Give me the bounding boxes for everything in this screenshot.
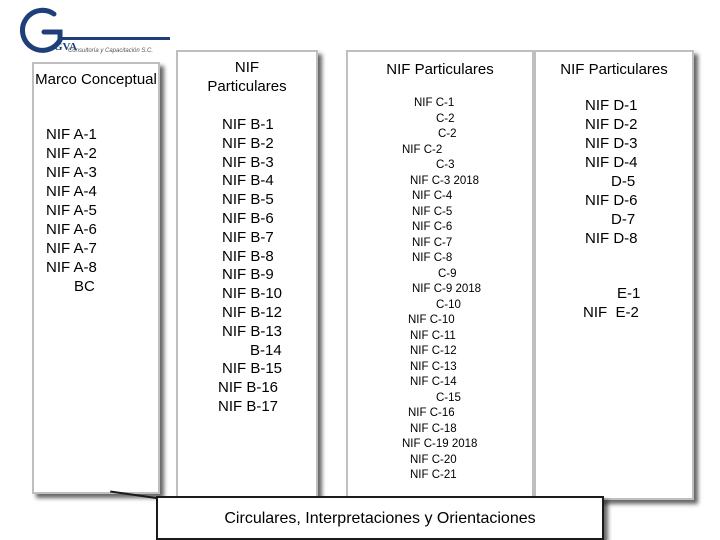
list-item: NIF A-4 <box>46 183 97 200</box>
list-item: NIF B-3 <box>222 153 274 171</box>
list-item: NIF D-6 <box>585 192 638 209</box>
list-item: NIF B-1 <box>222 116 274 133</box>
list-item: NIF C-4 <box>412 190 453 202</box>
list-item: NIF D-1 <box>585 97 638 114</box>
list-item: NIF C-20 <box>410 453 457 466</box>
list-item: NIF C-19 2018 <box>402 438 478 450</box>
nif-a-list <box>46 125 97 296</box>
column-heading-nif-d: NIF Particulares <box>560 61 668 78</box>
list-item: C-9 <box>438 267 457 280</box>
list-item: NIF B-5 <box>222 191 274 209</box>
list-item: NIF B-16 <box>218 379 279 397</box>
list-item: NIF B-7 <box>222 228 274 246</box>
list-item: NIF C-12 <box>410 345 457 357</box>
column-heading-marco-conceptual: Marco Conceptual <box>35 71 157 88</box>
list-item: NIF C-21 <box>410 469 457 481</box>
list-item: NIF C-10 <box>408 314 455 326</box>
list-item: NIF B-4 <box>222 172 274 190</box>
list-item: NIF C-18 <box>410 422 457 435</box>
nif-c-list <box>402 96 481 484</box>
list-item: B-14 <box>250 341 282 359</box>
list-item: NIF C-13 <box>410 360 457 373</box>
list-item: C-2 <box>438 128 457 140</box>
list-item: NIF D-4 <box>585 154 638 171</box>
list-item: NIF D-3 <box>585 135 638 152</box>
nif-d-list <box>583 96 640 322</box>
list-item: NIF D-2 <box>585 116 638 133</box>
list-item: NIF B-12 <box>222 303 283 321</box>
list-item: D-7 <box>611 211 636 228</box>
logo-caption: Consultoría y Capacitación S.C. <box>68 48 154 54</box>
list-item: NIF B-10 <box>222 285 283 303</box>
list-item: C-2 <box>436 112 455 125</box>
list-spacer <box>583 248 640 284</box>
list-item: NIF C-6 <box>412 221 453 233</box>
list-item: NIF C-5 <box>412 205 453 218</box>
list-item: NIF A-1 <box>46 126 97 143</box>
list-item: NIF C-1 <box>414 97 455 109</box>
list-item: NIF C-11 <box>410 329 456 342</box>
list-item: E-1 <box>617 285 641 302</box>
column-heading-nif-c: NIF Particulares <box>386 61 494 78</box>
list-item: NIF B-13 <box>222 322 283 340</box>
list-item: NIF B-2 <box>222 134 274 152</box>
list-item: NIF B-6 <box>222 209 274 227</box>
list-item: NIF B-17 <box>218 397 279 415</box>
list-item: NIF A-2 <box>46 145 97 162</box>
list-item: BC <box>74 278 95 295</box>
list-item: NIF B-9 <box>222 266 274 284</box>
logo-letters: GVA <box>54 41 78 53</box>
column-heading-nif-b <box>176 58 318 96</box>
list-item: NIF A-8 <box>46 259 97 276</box>
nif-b-list <box>218 116 282 417</box>
list-item: NIF D-8 <box>585 230 638 247</box>
list-item: NIF C-7 <box>412 236 453 249</box>
list-item: NIF B-15 <box>222 360 283 378</box>
list-item: NIF E-2 <box>583 304 639 321</box>
list-item: NIF C-14 <box>410 376 457 388</box>
list-item: NIF A-3 <box>46 164 97 181</box>
list-item: NIF B-8 <box>222 247 274 265</box>
heading-line: Particulares <box>207 78 287 95</box>
list-item: NIF C-3 2018 <box>410 174 480 187</box>
list-item: C-15 <box>436 391 461 404</box>
list-item: NIF A-6 <box>46 221 97 238</box>
footer-label: Circulares, Interpretaciones y Orientaciones <box>224 510 536 527</box>
list-item: NIF A-5 <box>46 202 97 219</box>
list-item: NIF C-2 <box>402 143 443 156</box>
list-item: D-5 <box>611 173 636 190</box>
list-item: C-3 <box>436 159 455 171</box>
heading-line: NIF <box>234 59 260 76</box>
list-item: NIF A-7 <box>46 240 97 257</box>
list-item: NIF C-8 <box>412 252 453 264</box>
list-item: C-10 <box>436 298 461 311</box>
list-item: NIF C-16 <box>408 407 455 419</box>
list-item: NIF C-9 2018 <box>412 283 482 295</box>
